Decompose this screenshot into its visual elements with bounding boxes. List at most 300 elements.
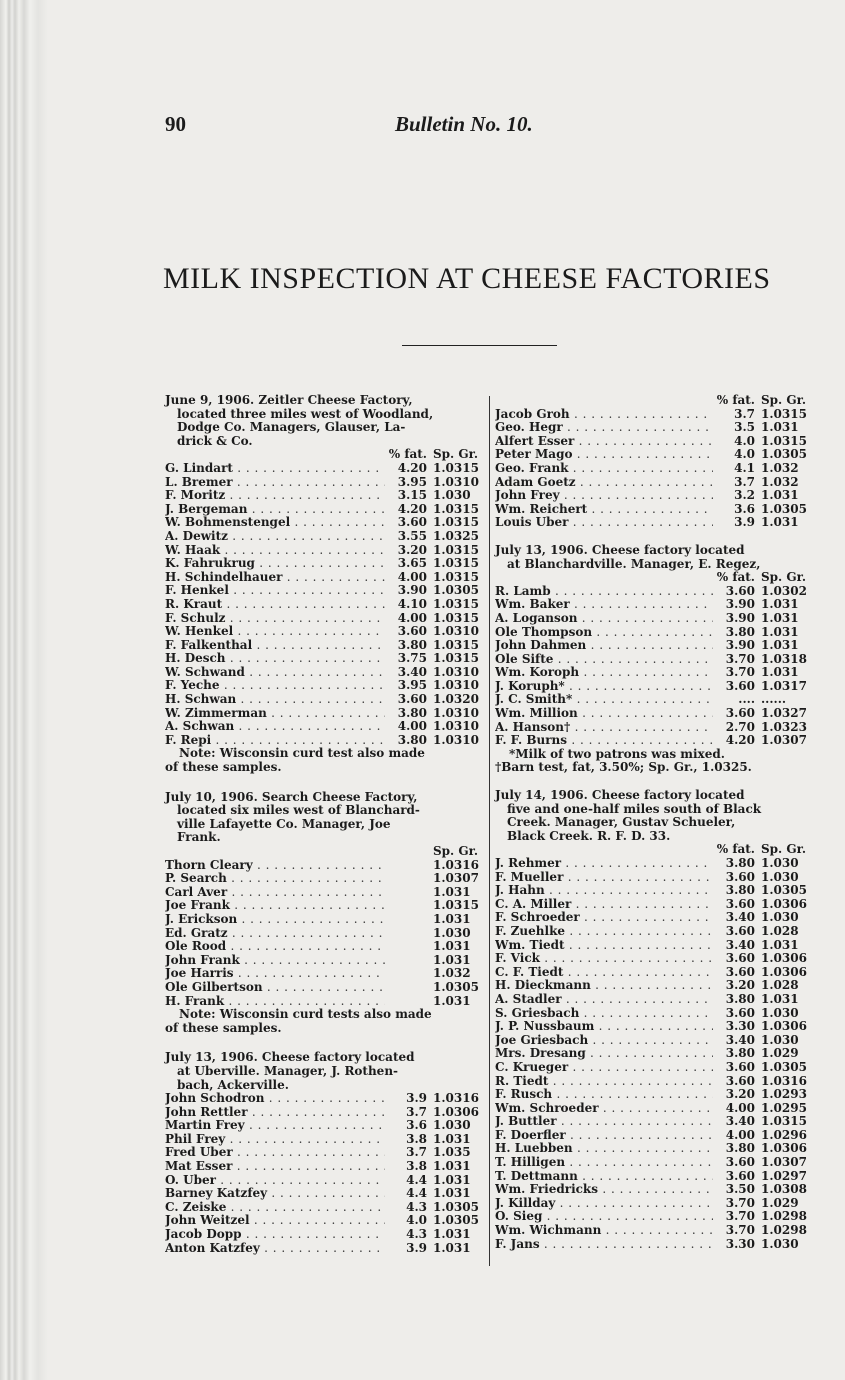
gravity-value: 1.031 <box>433 1240 471 1255</box>
gravity-value: 1.030 <box>433 1118 471 1133</box>
gravity-value: 1.030 <box>761 1032 799 1047</box>
gravity-value: 1.0305 <box>761 1059 807 1074</box>
left-column <box>165 394 485 1255</box>
gravity-value: 1.029 <box>761 1195 799 1210</box>
patron-name: Wm. Million . . . <box>495 707 713 721</box>
gravity-value: 1.031 <box>433 939 471 954</box>
gravity-value: 1.0315 <box>761 1114 807 1129</box>
table-row <box>165 981 485 995</box>
table-row <box>495 1156 813 1170</box>
fat-value <box>385 859 433 873</box>
inspection-section <box>165 1051 485 1255</box>
note-line: *Milk of two patrons was mixed. <box>509 746 725 761</box>
heading-line: June 9, 1906. Zeitler Cheese Factory, <box>165 393 413 407</box>
fat-value: 3.7 <box>406 1145 427 1160</box>
gravity-value: 1.031 <box>433 884 471 899</box>
fat-value: 3.60 <box>725 923 755 938</box>
patron-name: Geo. Hegr . . . <box>495 421 713 435</box>
gravity-value: 1.032 <box>761 474 799 489</box>
patron-name: A. Loganson . . . <box>495 612 713 626</box>
table-row <box>165 516 485 530</box>
table-row <box>495 1115 813 1129</box>
fat-column-header: % fat. <box>716 570 755 585</box>
gravity-value: 1.031 <box>433 1131 471 1146</box>
patron-name: H. Dieckmann . . . <box>495 979 713 993</box>
patron-name: T. Hilligen . . . <box>495 1156 713 1170</box>
fat-value: 4.00 <box>397 719 427 734</box>
patron-name: A. Hanson† . . . <box>495 721 713 735</box>
patron-name: J. Bergeman . . . <box>165 503 385 517</box>
gravity-value: 1.0318 <box>761 651 807 666</box>
table-row <box>165 967 485 981</box>
table-row <box>165 886 485 900</box>
patron-name: F. Repi . . . <box>165 734 385 748</box>
patron-name: F. F. Burns . . . <box>495 734 713 748</box>
fat-value: 3.40 <box>725 937 755 952</box>
gravity-value: 1.0305 <box>433 1213 479 1228</box>
column-divider <box>489 396 490 1266</box>
gravity-value: 1.0315 <box>761 433 807 448</box>
table-row <box>165 720 485 734</box>
table-row <box>495 680 813 694</box>
patron-name: Carl Aver . . . <box>165 886 385 900</box>
heading-line: July 13, 1906. Cheese factory located <box>495 542 745 557</box>
fat-value: 3.90 <box>397 583 427 598</box>
gravity-value: 1.031 <box>761 610 799 625</box>
table-row <box>165 1228 485 1242</box>
table-row <box>165 652 485 666</box>
patron-name: P. Search . . . <box>165 872 385 886</box>
fat-value: 3.80 <box>725 1141 755 1156</box>
column-spacer <box>165 845 385 859</box>
patron-name: L. Bremer . . . <box>165 476 385 490</box>
heading-line: drick & Co. <box>177 433 253 448</box>
gravity-value: 1.030 <box>433 925 471 940</box>
gravity-value: 1.0307 <box>433 871 479 886</box>
gravity-value: 1.0306 <box>761 896 807 911</box>
fat-value: 3.7 <box>406 1104 427 1119</box>
patron-name: F. Doerfler . . . <box>495 1129 713 1143</box>
section-heading <box>165 1051 485 1092</box>
gravity-column-header: Sp. Gr. <box>761 570 807 585</box>
patron-name: C. Krueger . . . <box>495 1061 713 1075</box>
patron-name: H. Schwan . . . <box>165 693 385 707</box>
gravity-value: 1.0310 <box>433 474 479 489</box>
gravity-value: 1.031 <box>433 993 471 1008</box>
section-note <box>495 748 813 775</box>
gravity-value: 1.0308 <box>761 1182 807 1197</box>
fat-value: 3.40 <box>397 664 427 679</box>
patron-name: F. Moritz . . . <box>165 489 385 503</box>
table-row <box>165 927 485 941</box>
fat-value <box>385 886 433 900</box>
gravity-value: 1.029 <box>761 1046 799 1061</box>
patron-name: O. Sieg . . . <box>495 1210 713 1224</box>
gravity-value: 1.032 <box>433 966 471 981</box>
gravity-value: 1.0315 <box>433 542 479 557</box>
patron-name: Wm. Schroeder . . . <box>495 1102 713 1116</box>
table-row <box>495 925 813 939</box>
fat-value: 3.15 <box>397 488 427 503</box>
table-row <box>165 639 485 653</box>
fat-value: 3.5 <box>734 420 755 435</box>
fat-value: 3.60 <box>725 964 755 979</box>
gravity-value: 1.030 <box>433 488 471 503</box>
fat-value: 3.50 <box>725 1182 755 1197</box>
fat-value: 3.6 <box>406 1118 427 1133</box>
gravity-value: 1.0305 <box>433 979 479 994</box>
table-row <box>495 693 813 707</box>
gravity-value: 1.0295 <box>761 1100 807 1115</box>
gravity-value: 1.028 <box>761 978 799 993</box>
table-row <box>495 1183 813 1197</box>
patron-name: Louis Uber . . . <box>495 516 713 530</box>
fat-value: 3.30 <box>725 1236 755 1251</box>
gravity-value: 1.0302 <box>761 583 807 598</box>
fat-value <box>385 981 433 995</box>
heading-line: July 14, 1906. Cheese factory located <box>495 788 745 803</box>
gravity-value: 1.031 <box>761 638 799 653</box>
table-row <box>165 1187 485 1201</box>
column-spacer <box>495 843 713 857</box>
fat-value <box>385 913 433 927</box>
table-row <box>495 871 813 885</box>
fat-value: 3.90 <box>725 638 755 653</box>
gravity-value: 1.031 <box>761 597 799 612</box>
fat-value: 3.60 <box>725 678 755 693</box>
gravity-value: 1.0305 <box>761 501 807 516</box>
patron-name: G. Lindart . . . <box>165 462 385 476</box>
fat-value: 4.00 <box>397 610 427 625</box>
patron-name: H. Desch . . . <box>165 652 385 666</box>
patron-name: W. Bohmenstengel . . . <box>165 516 385 530</box>
table-row <box>495 1129 813 1143</box>
table-row <box>165 625 485 639</box>
book-binding-edge <box>0 0 48 1380</box>
table-row <box>495 1061 813 1075</box>
patron-name: Mat Esser . . . <box>165 1160 385 1174</box>
patron-name: Ole Gilbertson . . . <box>165 981 385 995</box>
patron-name: John Frank . . . <box>165 954 385 968</box>
fat-value: 3.95 <box>397 678 427 693</box>
gravity-value: 1.0310 <box>433 664 479 679</box>
heading-line: at Blanchardville. Manager, E. Regez, <box>507 556 761 571</box>
patron-name: Wm. Reichert . . . <box>495 503 713 517</box>
heading-line: five and one-half miles south of Black <box>507 801 762 816</box>
gravity-value: 1.031 <box>761 624 799 639</box>
patron-name: H. Luebben . . . <box>495 1142 713 1156</box>
patron-name: J. Rehmer . . . <box>495 857 713 871</box>
fat-value <box>385 954 433 968</box>
gravity-value: 1.0315 <box>433 460 479 475</box>
table-row <box>495 939 813 953</box>
table-row <box>495 408 813 422</box>
patron-name: Wm. Wichmann . . . <box>495 1224 713 1238</box>
gravity-value: 1.031 <box>433 911 471 926</box>
table-row <box>165 476 485 490</box>
table-row <box>495 626 813 640</box>
fat-value: 3.60 <box>725 1005 755 1020</box>
patron-name: F. Yeche . . . <box>165 679 385 693</box>
article-title: MILK INSPECTION AT CHEESE FACTORIES <box>163 262 771 295</box>
patron-name: Wm. Baker . . . <box>495 598 713 612</box>
fat-column-header: % fat. <box>716 393 755 407</box>
table-row <box>165 859 485 873</box>
gravity-value: 1.0316 <box>433 1091 479 1106</box>
patron-name: J. C. Smith* . . . <box>495 693 713 707</box>
page-number: 90 <box>165 112 186 136</box>
patron-name: Phil Frey . . . <box>165 1133 385 1147</box>
table-row <box>495 585 813 599</box>
gravity-value: 1.0306 <box>433 1104 479 1119</box>
patron-name: Jacob Groh . . . <box>495 408 713 422</box>
fat-value: 3.9 <box>406 1240 427 1255</box>
table-row <box>495 898 813 912</box>
fat-value: 3.65 <box>397 556 427 571</box>
column-spacer <box>495 571 713 585</box>
fat-value: 3.40 <box>725 1114 755 1129</box>
fat-value: 3.60 <box>725 1059 755 1074</box>
fat-value: 3.60 <box>725 583 755 598</box>
fat-value: 3.90 <box>725 610 755 625</box>
column-headers <box>165 448 485 462</box>
table-row <box>165 995 485 1009</box>
table-row <box>165 1242 485 1256</box>
patron-name: Ole Rood . . . <box>165 940 385 954</box>
table-row <box>165 693 485 707</box>
table-row <box>495 952 813 966</box>
patron-name: Mrs. Dresang . . . <box>495 1047 713 1061</box>
gravity-value: 1.030 <box>761 1236 799 1251</box>
patron-name: John Schodron . . . <box>165 1092 385 1106</box>
fat-value: 3.60 <box>397 515 427 530</box>
patron-name: F. Mueller . . . <box>495 871 713 885</box>
heading-line: Black Creek. R. F. D. 33. <box>507 828 671 843</box>
fat-column-header: % fat. <box>716 842 755 857</box>
table-row <box>165 612 485 626</box>
fat-value <box>385 967 433 981</box>
patron-name: T. Dettmann . . . <box>495 1170 713 1184</box>
note-line: †Barn test, fat, 3.50%; Sp. Gr., 1.0325. <box>495 760 752 775</box>
fat-value: 3.70 <box>725 1195 755 1210</box>
table-row <box>495 1102 813 1116</box>
gravity-value: 1.0310 <box>433 732 479 747</box>
gravity-value: 1.031 <box>433 952 471 967</box>
patron-name: J. P. Nussbaum . . . <box>495 1020 713 1034</box>
fat-value: 4.20 <box>397 501 427 516</box>
patron-name: J. Buttler . . . <box>495 1115 713 1129</box>
fat-value: 4.1 <box>734 460 755 475</box>
gravity-value: 1.030 <box>761 910 799 925</box>
patron-name: Wm. Koroph . . . <box>495 666 713 680</box>
table-row <box>495 979 813 993</box>
gravity-value: 1.030 <box>761 869 799 884</box>
gravity-value: 1.0315 <box>433 637 479 652</box>
table-row <box>165 598 485 612</box>
fat-value: 4.4 <box>406 1172 427 1187</box>
section-heading <box>495 789 813 843</box>
fat-value: 4.0 <box>406 1213 427 1228</box>
gravity-value: 1.0315 <box>433 651 479 666</box>
gravity-value: 1.0293 <box>761 1087 807 1102</box>
gravity-value: 1.0316 <box>433 857 479 872</box>
fat-value: 3.80 <box>397 705 427 720</box>
gravity-value: 1.0325 <box>433 528 479 543</box>
gravity-value: 1.0298 <box>761 1209 807 1224</box>
gravity-value: 1.031 <box>761 488 799 503</box>
patron-name: Barney Katzfey . . . <box>165 1187 385 1201</box>
table-row <box>165 544 485 558</box>
fat-value: 4.0 <box>734 433 755 448</box>
fat-value <box>385 927 433 941</box>
gravity-value: 1.0306 <box>761 1019 807 1034</box>
running-title: Bulletin No. 10. <box>395 112 533 136</box>
fat-value: 3.60 <box>725 1073 755 1088</box>
patron-name: Geo. Frank . . . <box>495 462 713 476</box>
patron-name: John Rettler . . . <box>165 1106 385 1120</box>
gravity-value: 1.0315 <box>433 556 479 571</box>
gravity-value: 1.0307 <box>761 1155 807 1170</box>
patron-name: Alfert Esser . . . <box>495 435 713 449</box>
fat-value: 3.80 <box>725 883 755 898</box>
patron-name: J. Koruph* . . . <box>495 680 713 694</box>
table-row <box>495 612 813 626</box>
fat-value: 2.70 <box>725 719 755 734</box>
fat-value: 4.3 <box>406 1227 427 1242</box>
page-header <box>165 112 565 142</box>
gravity-value: 1.031 <box>761 420 799 435</box>
table-row <box>495 911 813 925</box>
gravity-value: 1.0315 <box>433 569 479 584</box>
fat-value: 3.80 <box>725 856 755 870</box>
heading-line: Frank. <box>177 830 221 845</box>
table-row <box>495 884 813 898</box>
gravity-value: 1.0305 <box>433 1199 479 1214</box>
table-row <box>165 584 485 598</box>
table-row <box>165 1092 485 1106</box>
table-row <box>165 872 485 886</box>
table-row <box>165 1160 485 1174</box>
table-row <box>495 1020 813 1034</box>
gravity-value: 1.0327 <box>761 706 807 721</box>
fat-value: 3.60 <box>725 1168 755 1183</box>
table-row <box>165 707 485 721</box>
table-row <box>495 489 813 503</box>
patron-name: A. Stadler . . . <box>495 993 713 1007</box>
fat-value: 3.9 <box>406 1091 427 1106</box>
table-row <box>165 1214 485 1228</box>
patron-name: Wm. Friedricks . . . <box>495 1183 713 1197</box>
table-row <box>495 1142 813 1156</box>
table-row <box>495 448 813 462</box>
table-row <box>495 1210 813 1224</box>
table-row <box>495 435 813 449</box>
fat-value: 4.20 <box>725 733 755 748</box>
table-row <box>495 598 813 612</box>
fat-value: 3.40 <box>725 910 755 925</box>
table-row <box>165 679 485 693</box>
patron-name: C. Zeiske . . . <box>165 1201 385 1215</box>
fat-value <box>385 899 433 913</box>
table-row <box>165 530 485 544</box>
heading-line: Dodge Co. Managers, Glauser, La- <box>177 420 406 435</box>
gravity-value: 1.0310 <box>433 678 479 693</box>
right-column <box>495 394 813 1251</box>
section-note <box>165 747 485 774</box>
fat-value: 3.70 <box>725 1223 755 1238</box>
patron-name: Joe Frank . . . <box>165 899 385 913</box>
fat-column-header <box>385 845 433 859</box>
patron-name: R. Tiedt . . . <box>495 1075 713 1089</box>
gravity-column-header: Sp. Gr. <box>433 844 479 858</box>
patron-name: F. Zuehlke . . . <box>495 925 713 939</box>
table-row <box>165 571 485 585</box>
note-line: of these samples. <box>165 760 282 775</box>
gravity-value: 1.031 <box>433 1159 471 1174</box>
heading-line: bach, Ackerville. <box>177 1077 289 1092</box>
fat-value: 3.40 <box>725 1032 755 1047</box>
gravity-column-header: Sp. Gr. <box>761 393 807 407</box>
fat-value: 3.8 <box>406 1159 427 1174</box>
fat-value: 4.00 <box>397 569 427 584</box>
gravity-value: 1.0315 <box>433 898 479 913</box>
table-row <box>495 734 813 748</box>
fat-value: 3.55 <box>397 528 427 543</box>
fat-value: 3.80 <box>397 732 427 747</box>
table-row <box>165 1106 485 1120</box>
inspection-section <box>165 394 485 775</box>
table-row <box>495 516 813 530</box>
table-row <box>495 1047 813 1061</box>
gravity-value: 1.0306 <box>761 1141 807 1156</box>
gravity-value: 1.0315 <box>433 515 479 530</box>
patron-name: R. Lamb . . . <box>495 585 713 599</box>
gravity-value: 1.0296 <box>761 1127 807 1142</box>
fat-value: 3.9 <box>734 515 755 530</box>
gravity-value: 1.0305 <box>761 447 807 462</box>
heading-line: ville Lafayette Co. Manager, Joe <box>177 816 391 831</box>
patron-name: John Dahmen . . . <box>495 639 713 653</box>
patron-name: F. Jans . . . <box>495 1238 713 1252</box>
fat-value: 4.4 <box>406 1186 427 1201</box>
section-heading <box>165 791 485 845</box>
fat-value: 3.70 <box>725 651 755 666</box>
gravity-value: 1.032 <box>761 460 799 475</box>
table-row <box>165 1201 485 1215</box>
patron-name: Wm. Tiedt . . . <box>495 939 713 953</box>
patron-name: Joe Harris . . . <box>165 967 385 981</box>
heading-line: July 10, 1906. Search Cheese Factory, <box>165 789 418 804</box>
gravity-value: 1.0315 <box>433 501 479 516</box>
patron-name: Peter Mago . . . <box>495 448 713 462</box>
gravity-value: 1.031 <box>761 665 799 680</box>
table-row <box>495 503 813 517</box>
table-row <box>165 1174 485 1188</box>
patron-name: J. Hahn . . . <box>495 884 713 898</box>
gravity-value: 1.0306 <box>761 964 807 979</box>
patron-name: F. Falkenthal . . . <box>165 639 385 653</box>
patron-name: S. Griesbach . . . <box>495 1007 713 1021</box>
gravity-value: 1.030 <box>761 856 799 870</box>
gravity-value: 1.0306 <box>761 951 807 966</box>
table-row <box>165 899 485 913</box>
table-row <box>495 1007 813 1021</box>
patron-name: F. Schroeder . . . <box>495 911 713 925</box>
fat-value: 3.30 <box>725 1019 755 1034</box>
gravity-value: ...... <box>761 692 787 707</box>
patron-name: F. Schulz . . . <box>165 612 385 626</box>
gravity-value: 1.0305 <box>761 883 807 898</box>
